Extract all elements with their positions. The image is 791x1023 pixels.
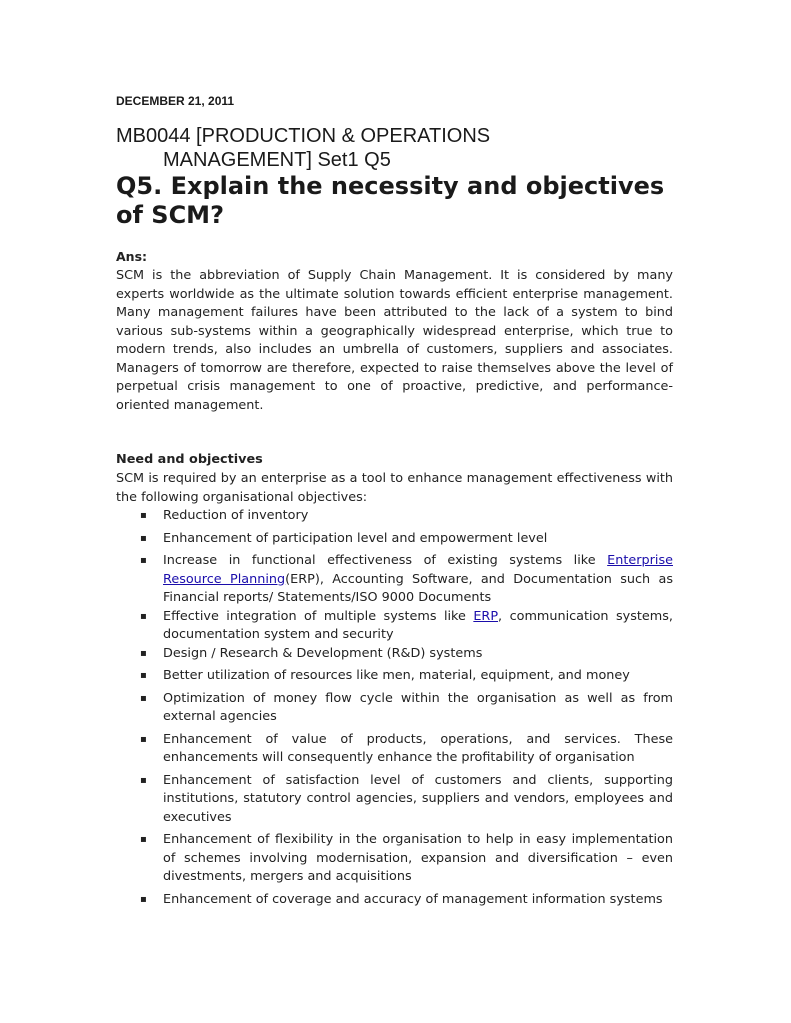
bullet-icon: ▪ (140, 670, 147, 681)
list-item-text: Enhancement of participation level and empowerment level (163, 530, 548, 546)
bullet-icon: ▪ (140, 610, 147, 622)
bullet-icon: ▪ (140, 893, 147, 905)
list-item-text: Enhancement of coverage and accuracy of management information systems (163, 891, 663, 907)
list-item (116, 530, 673, 549)
bullet-icon: ▪ (140, 834, 147, 845)
list-item-text: Optimization of money flow cycle within the organisation as well as from external agencies (163, 690, 673, 724)
erp-link[interactable]: Enterprise Resource Planning (163, 553, 673, 587)
objectives-list (116, 507, 673, 909)
bullet-icon: ▪ (140, 510, 147, 521)
list-item-text: Reduction of inventory (163, 508, 309, 523)
bullet-icon: ▪ (140, 774, 147, 786)
answer-paragraph: SCM is the abbreviation of Supply Chain Management. It is considered by many experts worldwide as the ultimate solution towards efficient enterprise management. Many management failures have been attributed to the lack of a system to bind various sub-systems within a geographically widespread enterprise, which true to modern trends, also includes an umbrella of customers, suppliers and associates. Managers of tomorrow are therefore, expected to raise themselves above the level of perpetual crisis management to one of proactive, predictive, and performance-oriented management. (116, 268, 673, 413)
answer-label: Ans: (116, 249, 148, 264)
bullet-icon: ▪ (140, 692, 147, 704)
section-intro: SCM is required by an enterprise as a tool to enhance management effectiveness with the following organisational objectives: (116, 471, 673, 505)
list-item-text: Design / Research & Development (R&D) systems (163, 645, 483, 661)
bullet-icon: ▪ (140, 647, 147, 659)
post-date: DECEMBER 21, 2011 (116, 94, 235, 108)
list-item (116, 507, 673, 526)
list-item-text-pre: Increase in functional effectiveness of existing systems like (163, 553, 608, 568)
question-heading: Q5. Explain the necessity and objectives of SCM? (116, 172, 665, 229)
bullet-icon: ▪ (140, 532, 147, 544)
list-item-text: Enhancement of satisfaction level of customers and clients, supporting institutions, statutory control agencies, suppliers and vendors, employees and executives (163, 772, 673, 825)
list-item (116, 772, 673, 828)
post-title-line-1: MB0044 [PRODUCTION & OPERATIONS (116, 125, 491, 147)
list-item-text-post: (ERP), Accounting Software, and Documentation such as Financial reports/ Statements/ISO 9000 Documents (163, 571, 673, 605)
list-item-text: Enhancement of flexibility in the organisation to help in easy implementation of schemes involving modernisation, expansion and diversification – even divestments, mergers and acquisitions (163, 832, 673, 884)
list-item-text-post: , communication systems, documentation system and security (163, 608, 673, 642)
section-heading-need-objectives: Need and objectives (116, 452, 263, 467)
list-item-text-pre: Effective integration of multiple systems like (163, 608, 474, 624)
erp-short-link[interactable]: ERP (473, 608, 499, 624)
list-item (116, 891, 673, 910)
list-item-text: Enhancement of value of products, operations, and services. These enhancements will consequently enhance the profitability of organisation (163, 731, 673, 765)
list-item (116, 608, 673, 645)
bullet-icon: ▪ (140, 555, 147, 566)
list-item (116, 731, 673, 768)
list-item (116, 552, 673, 608)
bullet-icon: ▪ (140, 733, 147, 745)
list-item (116, 831, 673, 887)
list-item (116, 645, 673, 664)
list-item (116, 690, 673, 727)
list-item (116, 667, 673, 686)
post-title-line-2: MANAGEMENT] Set1 Q5 (163, 149, 391, 171)
list-item-text: Better utilization of resources like men, material, equipment, and money (163, 668, 630, 683)
post-title[interactable] (116, 124, 676, 172)
